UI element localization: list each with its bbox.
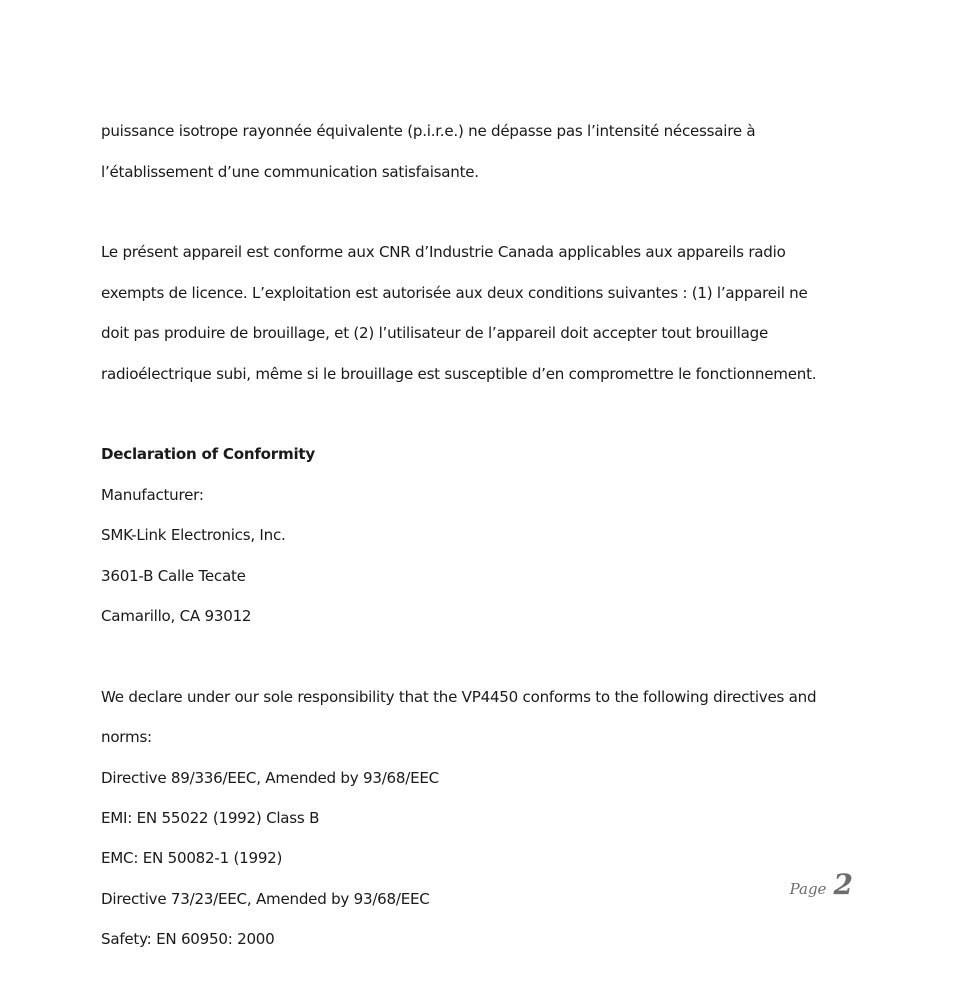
text-line: radioélectrique subi, même si le brouillage est susceptible d’en compromettre le fonctionnement.: [101, 364, 817, 383]
declaration-section: [101, 424, 851, 646]
directive-item: EMI: EN 55022 (1992) Class B: [101, 809, 320, 828]
manufacturer-name: SMK-Link Electronics, Inc.: [101, 526, 286, 545]
text-line: We declare under our sole responsibility that the VP4450 conforms to the following directives and: [101, 687, 817, 706]
text-line: doit pas produire de brouillage, et (2) l’utilisateur de l’appareil doit accepter tout brouillage: [101, 324, 768, 343]
text-line: Le présent appareil est conforme aux CNR d’Industrie Canada applicables aux appareils radio: [101, 243, 786, 262]
page-body: [101, 101, 851, 990]
directive-item: Safety: EN 60950: 2000: [101, 930, 275, 949]
directive-item: EMC: EN 50082-1 (1992): [101, 849, 283, 868]
text-line: norms:: [101, 728, 152, 747]
directive-item: Directive 73/23/EEC, Amended by 93/68/EEC: [101, 889, 430, 908]
text-line: puissance isotrope rayonnée équivalente (p.i.r.e.) ne dépasse pas l’intensité nécessaire à: [101, 122, 756, 141]
directive-item: Directive 89/336/EEC, Amended by 93/68/EEC: [101, 768, 439, 787]
page-label: Page: [789, 880, 827, 898]
declaration-heading: Declaration of Conformity: [101, 445, 315, 464]
paragraph-ic-notice: [101, 222, 851, 404]
paragraph-continuation: [101, 101, 851, 202]
page-footer: [790, 868, 853, 901]
manufacturer-city: Camarillo, CA 93012: [101, 607, 252, 626]
text-line: exempts de licence. L’exploitation est autorisée aux deux conditions suivantes : (1) l’appareil ne: [101, 283, 808, 302]
manufacturer-label: Manufacturer:: [101, 485, 204, 504]
manufacturer-street: 3601-B Calle Tecate: [101, 566, 246, 585]
page-number: 2: [833, 868, 853, 901]
text-line: l’établissement d’une communication satisfaisante.: [101, 162, 479, 181]
directives-section: [101, 667, 851, 970]
